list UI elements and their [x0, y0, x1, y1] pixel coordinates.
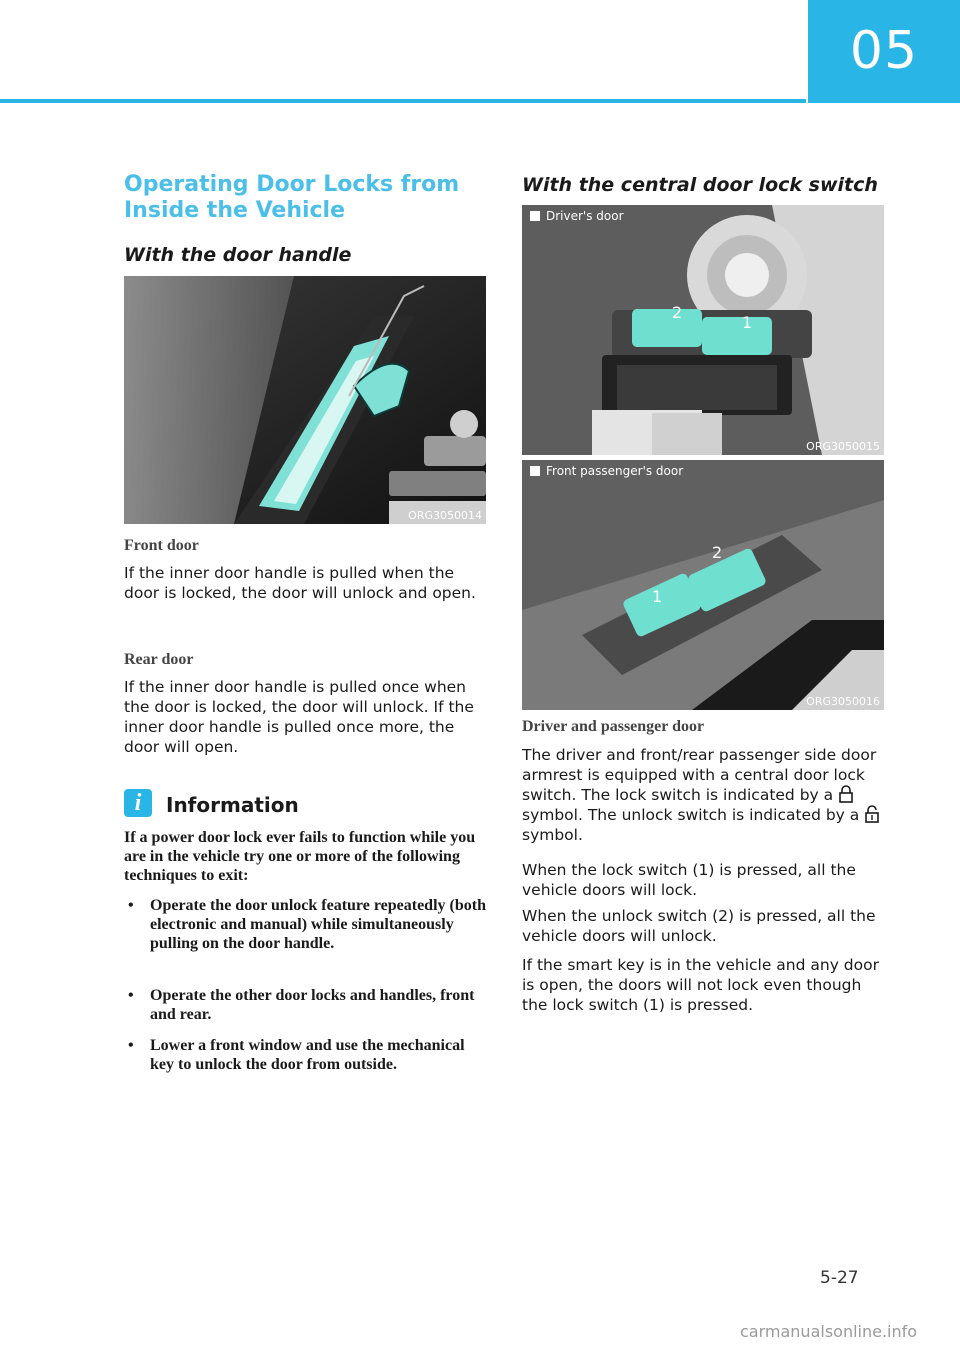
paragraph-smart-key: If the smart key is in the vehicle and any door is open, the doors will not lock even though the lock switch (1) is pressed.	[522, 956, 879, 1014]
info-intro: If a power door lock ever fails to function while you are in the vehicle try one or more of the following techniques to exit:	[124, 829, 476, 884]
lock-icon	[838, 785, 854, 803]
page-number: 5-27	[820, 1268, 859, 1288]
paragraph-central-lock	[522, 745, 887, 845]
subtitle-central-lock: With the central door lock switch	[522, 174, 878, 196]
header-rule	[0, 99, 806, 103]
bullet-text: Lower a front window and use the mechanical key to unlock the door from outside.	[150, 1037, 465, 1073]
passenger-door-caption	[530, 464, 683, 478]
label-1: 1	[742, 313, 753, 332]
paragraph-lock-switch: When the lock switch (1) is pressed, all the vehicle doors will lock.	[522, 861, 856, 899]
square-icon	[530, 466, 540, 476]
door-handle-figure	[124, 276, 486, 524]
drivers-door-caption	[530, 209, 624, 223]
caption-text: Front passenger's door	[546, 464, 684, 478]
label-2: 2	[712, 543, 723, 562]
para1-part-a: The driver and front/rear passenger side door armrest is equipped with a central door lock switch. The lock switch is indicated by a	[522, 746, 877, 804]
rear-door-heading: Rear door	[124, 651, 194, 668]
section-title: Operating Door Locks from Inside the Vehicle	[124, 172, 460, 223]
door-handle-illustration	[124, 276, 486, 524]
info-title: Information	[166, 793, 299, 817]
unlock-icon	[864, 805, 880, 823]
para1-part-c: symbol.	[522, 826, 583, 844]
figure-code: ORG3050016	[806, 695, 880, 708]
paragraph-unlock-switch: When the unlock switch (2) is pressed, all the vehicle doors will unlock.	[522, 907, 876, 945]
list-item	[124, 986, 489, 1026]
bullet-text: Operate the door unlock feature repeatedly (both electronic and manual) while simultaneously pulling on the door handle.	[150, 897, 486, 952]
square-icon	[530, 211, 540, 221]
watermark: carmanualsonline.info	[740, 1322, 918, 1341]
info-icon: i	[124, 789, 152, 817]
list-item	[124, 896, 489, 976]
passenger-door-figure	[522, 460, 884, 710]
front-door-text: If the inner door handle is pulled when the door is locked, the door will unlock and open.	[124, 564, 476, 602]
bullet-dot: •	[128, 897, 134, 914]
figure-code: ORG3050015	[806, 440, 880, 453]
passenger-door-illustration	[522, 460, 884, 710]
bullet-dot: •	[128, 1037, 134, 1054]
list-item	[124, 1036, 489, 1096]
chapter-tab: 05	[808, 0, 960, 103]
label-1: 1	[652, 587, 663, 606]
bullet-dot: •	[128, 987, 134, 1004]
figure-code: ORG3050014	[408, 509, 482, 522]
caption-text: Driver's door	[546, 209, 624, 223]
driver-passenger-heading: Driver and passenger door	[522, 718, 705, 735]
drivers-door-figure	[522, 205, 884, 455]
bullet-text: Operate the other door locks and handles, front and rear.	[150, 987, 475, 1023]
rear-door-text: If the inner door handle is pulled once when the door is locked, the door will unlock. If the inner door handle is pulled once more, the door will open.	[124, 678, 474, 756]
subtitle-door-handle: With the door handle	[124, 244, 352, 266]
drivers-door-illustration	[522, 205, 884, 455]
front-door-heading: Front door	[124, 537, 199, 554]
label-2: 2	[672, 303, 683, 322]
para1-part-b: symbol. The unlock switch is indicated by a	[522, 806, 860, 824]
